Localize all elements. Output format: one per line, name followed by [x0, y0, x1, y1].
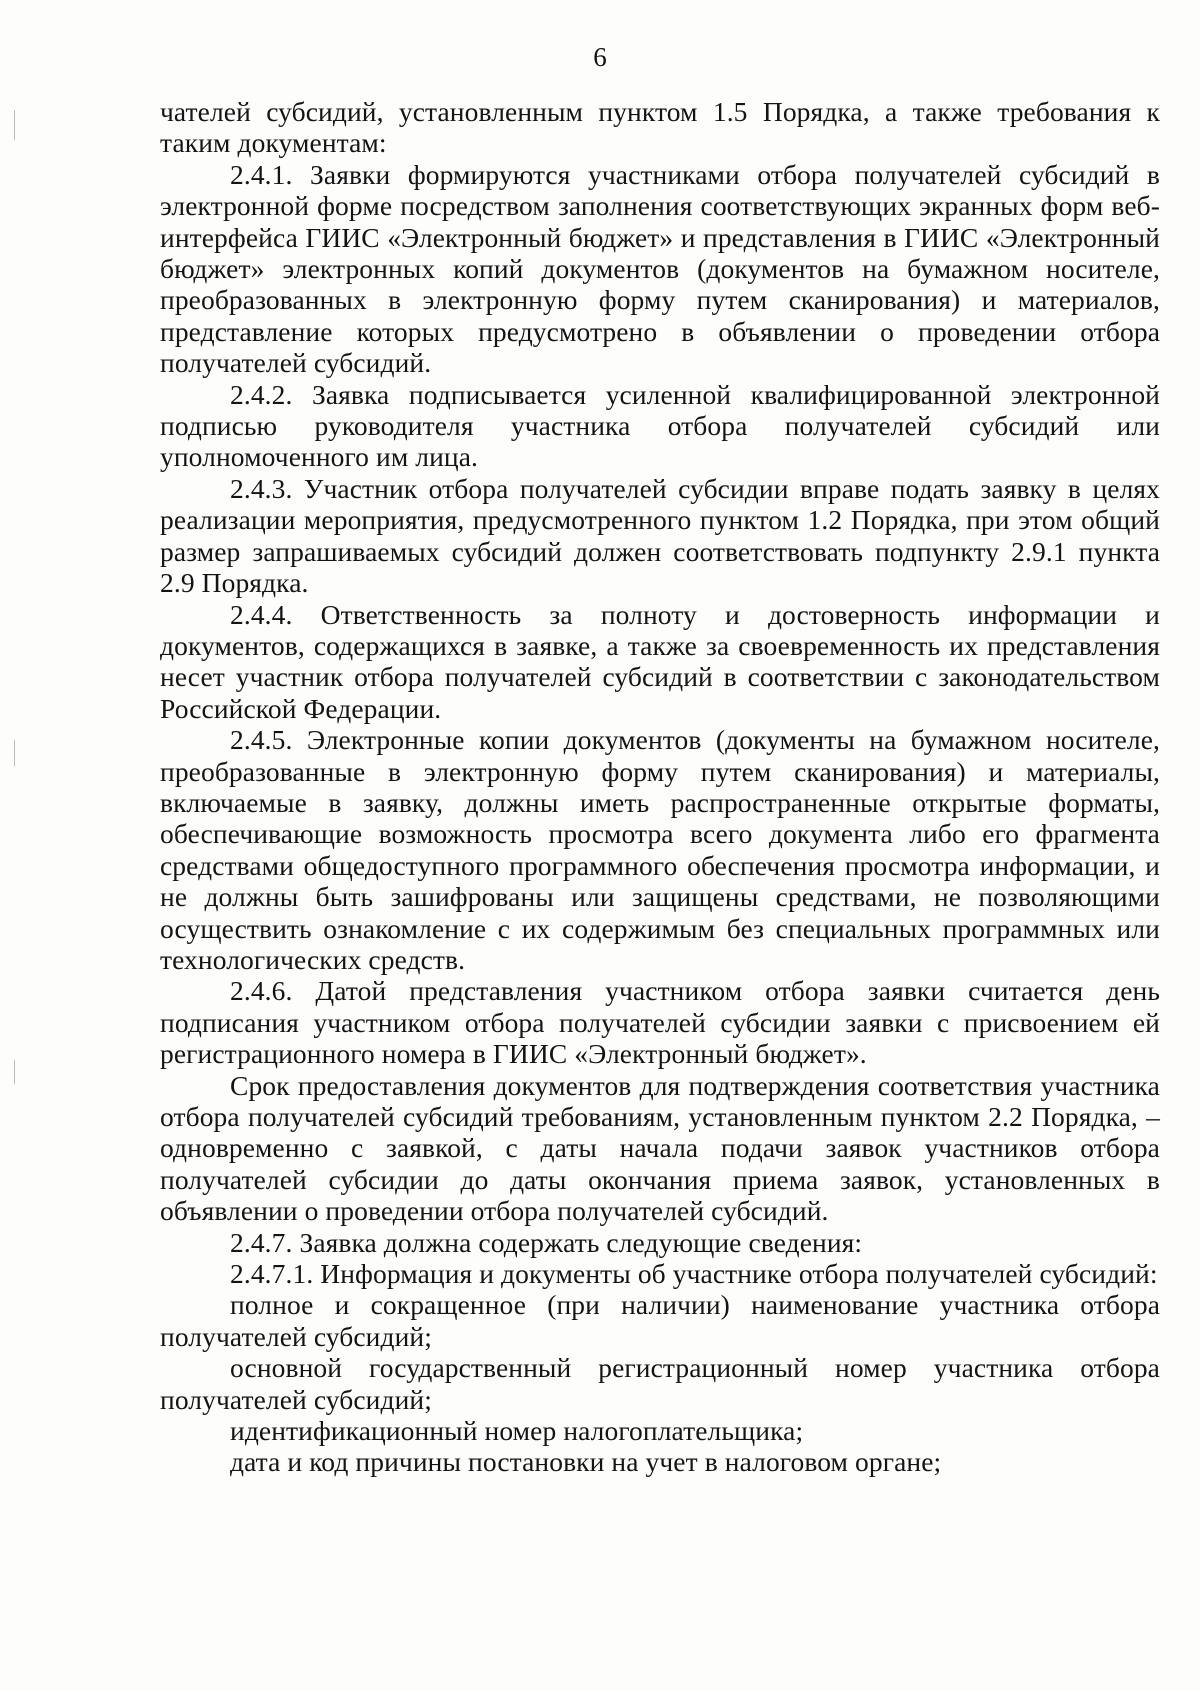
paragraph: 2.4.2. Заявка подписывается усиленной квалифицированной электронной подписью руководителя участника отбора получателей субсидий или уполномоченного им лица.	[160, 378, 1160, 473]
document-body	[160, 96, 1160, 1478]
paragraph: 2.4.7. Заявка должна содержать следующие сведения:	[230, 1226, 863, 1258]
paragraph: чателей субсидий, установленным пунктом 1.5 Порядка, а также требования к таким документам:	[160, 96, 1160, 159]
paragraph: основной государственный регистрационный номер участника отбора получателей субсидий;	[160, 1352, 1160, 1415]
paragraph: 2.4.6. Датой представления участником отбора заявки считается день подписания участником отбора получателей субсидии заявки с присвоением ей регистрационного номера в ГИИС «Электронный бюджет».	[160, 975, 1160, 1070]
page-number: 6	[593, 42, 607, 72]
paragraph: 2.4.5. Электронные копии документов (документы на бумажном носителе, преобразованные в электронную форму путем сканирования) и материалы, включаемые в заявку, должны иметь распространенные открытые форматы, обеспечивающие возможность просмотра всего документа либо его фрагмента средствами общедоступного программного обеспечения просмотра информации, и не должны быть зашифрованы или защищены средствами, не позволяющими осуществить ознакомление с их содержимым без специальных программных или технологических средств.	[160, 724, 1160, 975]
scan-artifact	[14, 110, 15, 140]
paragraph: 2.4.3. Участник отбора получателей субсидии вправе подать заявку в целях реализации мероприятия, предусмотренного пунктом 1.2 Порядка, при этом общий размер запрашиваемых субсидий должен соответствовать подпункту 2.9.1 пункта 2.9 Порядка.	[160, 472, 1160, 599]
paragraph: 2.4.4. Ответственность за полноту и достоверность информации и документов, содержащихся в заявке, а также за своевременность их представления несет участник отбора получателей субсидий в соответствии с законодательством Российской Федерации.	[160, 598, 1160, 724]
paragraph: 2.4.1. Заявки формируются участниками отбора получателей субсидий в электронной форме посредством заполнения соответствующих экранных форм веб-интерфейса ГИИС «Электронный бюджет» и представления в ГИИС «Электронный бюджет» электронных копий документов (документов на бумажном носителе, преобразованных в электронную форму путем сканирования) и материалов, представление которых предусмотрено в объявлении о проведении отбора получателей субсидий.	[160, 158, 1160, 379]
paragraph: дата и код причины постановки на учет в налоговом органе;	[230, 1446, 942, 1478]
paragraph: идентификационный номер налогоплательщика;	[230, 1415, 804, 1447]
scan-artifact	[14, 740, 15, 766]
paragraph: Срок предоставления документов для подтверждения соответствия участника отбора получателей субсидий требованиям, установленным пунктом 2.2 Порядка, – одновременно с заявкой, с даты начала подачи заявок участников отбора получателей субсидии до даты окончания приема заявок, установленных в объявлении о проведении отбора получателей субсидий.	[160, 1069, 1160, 1227]
paragraph: 2.4.7.1. Информация и документы об участнике отбора получателей субсидий:	[230, 1258, 1158, 1290]
scan-artifact	[14, 1060, 15, 1084]
paragraph: полное и сокращенное (при наличии) наименование участника отбора получателей субсидий;	[160, 1289, 1160, 1352]
